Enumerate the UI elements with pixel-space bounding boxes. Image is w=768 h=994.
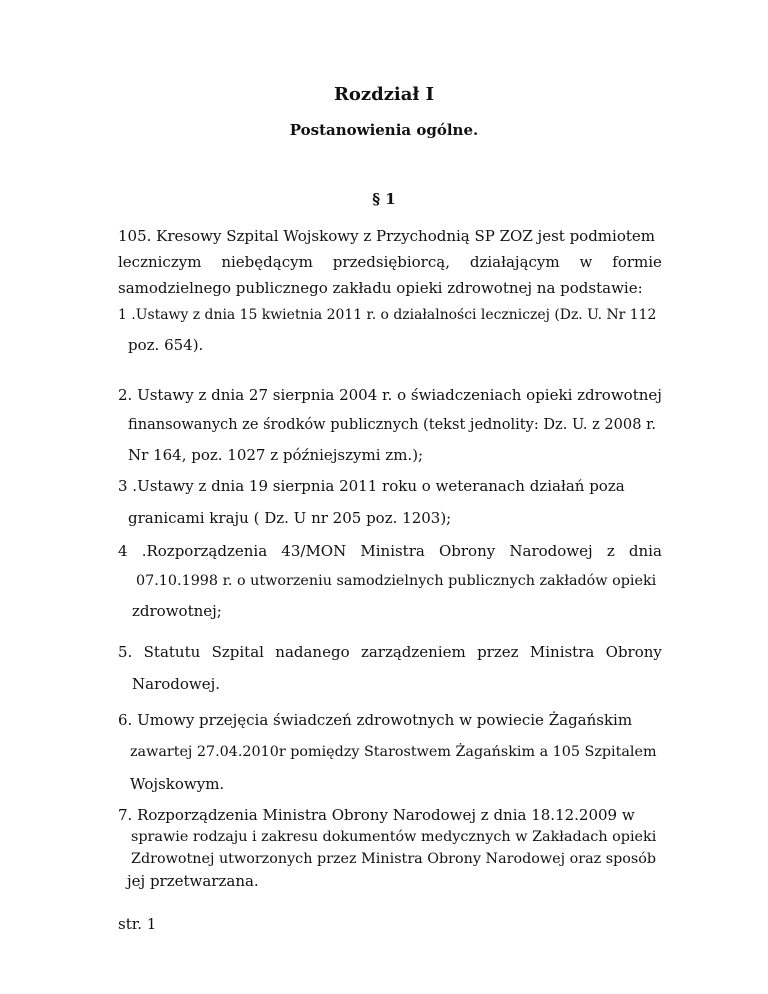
list-item-word: Ministra xyxy=(360,542,425,560)
list-item-line: Wojskowym. xyxy=(130,775,225,793)
list-item-first-line xyxy=(118,636,662,668)
list-item-word: Szpital xyxy=(211,643,264,661)
list-item-word: 5. xyxy=(118,643,133,661)
chapter-title: Rozdział I xyxy=(333,84,435,105)
list-item-word: Statutu xyxy=(143,643,201,661)
paragraph-mark: § 1 xyxy=(372,190,396,208)
intro-word: przedsiębiorcą, xyxy=(332,253,450,271)
list-item-6 xyxy=(118,704,662,800)
intro-paragraph xyxy=(118,223,662,301)
list-item-line: poz. 654). xyxy=(128,336,204,354)
list-item-5 xyxy=(118,636,662,700)
list-item-word: zarządzeniem xyxy=(360,643,466,661)
list-item-line: 1 .Ustawy z dnia 15 kwietnia 2011 r. o działalności leczniczej (Dz. U. Nr 112 xyxy=(118,307,657,323)
list-item-word: Obrony xyxy=(605,643,662,661)
list-item-7 xyxy=(118,804,662,892)
list-item-line: 07.10.1998 r. o utworzeniu samodzielnych publicznych zakładów opieki xyxy=(136,573,657,589)
list-item-2 xyxy=(118,380,662,470)
list-item-line: 7. Rozporządzenia Ministra Obrony Narodowej z dnia 18.12.2009 w xyxy=(118,806,635,824)
intro-line-2 xyxy=(118,249,662,275)
intro-word: w xyxy=(579,253,593,271)
list-item-line: 2. Ustawy z dnia 27 sierpnia 2004 r. o świadczeniach opieki zdrowotnej xyxy=(118,386,662,404)
list-item-word: Ministra xyxy=(529,643,595,661)
list-item-line: Nr 164, poz. 1027 z późniejszymi zm.); xyxy=(128,446,424,464)
list-item-word: nadanego xyxy=(275,643,350,661)
list-item-line: jej przetwarzana. xyxy=(127,872,259,890)
list-item-word: dnia xyxy=(628,542,662,560)
list-item-word: 43/MON xyxy=(281,542,347,560)
intro-word: działającym xyxy=(469,253,560,271)
list-item-line: 3 .Ustawy z dnia 19 sierpnia 2011 roku o weteranach działań poza xyxy=(118,477,625,495)
list-item-line: zdrowotnej; xyxy=(132,602,222,620)
list-item-word: .Rozporządzenia xyxy=(141,542,268,560)
list-item-1 xyxy=(118,302,662,362)
page-number: str. 1 xyxy=(118,915,157,933)
list-item-line: zawartej 27.04.2010r pomiędzy Starostwem Żagańskim a 105 Szpitalem xyxy=(130,744,657,760)
list-item-4 xyxy=(118,536,662,626)
list-item-first-line xyxy=(118,536,662,566)
list-item-line: granicami kraju ( Dz. U nr 205 poz. 1203); xyxy=(128,509,452,527)
list-item-line: Zdrowotnej utworzonych przez Ministra Obrony Narodowej oraz sposób xyxy=(131,851,657,867)
list-item-word: przez xyxy=(477,643,519,661)
list-item-word: Obrony xyxy=(438,542,496,560)
list-item-line: sprawie rodzaju i zakresu dokumentów medycznych w Zakładach opieki xyxy=(131,829,657,845)
list-item-line: Narodowej. xyxy=(132,675,221,693)
list-item-word: z xyxy=(606,542,615,560)
list-item-3 xyxy=(118,470,662,534)
section-title: Postanowienia ogólne. xyxy=(289,121,479,139)
list-item-word: 4 xyxy=(118,542,128,560)
intro-word: niebędącym xyxy=(221,253,313,271)
intro-word: formie xyxy=(612,253,662,271)
intro-line-3: samodzielnego publicznego zakładu opieki zdrowotnej na podstawie: xyxy=(118,279,643,297)
intro-line-1: 105. Kresowy Szpital Wojskowy z Przychodnią SP ZOZ jest podmiotem xyxy=(118,227,655,245)
list-item-line: 6. Umowy przejęcia świadczeń zdrowotnych w powiecie Żagańskim xyxy=(118,711,633,729)
list-item-line: finansowanych ze środków publicznych (tekst jednolity: Dz. U. z 2008 r. xyxy=(128,416,657,433)
intro-word: leczniczym xyxy=(118,253,202,271)
list-item-word: Narodowej xyxy=(509,542,593,560)
